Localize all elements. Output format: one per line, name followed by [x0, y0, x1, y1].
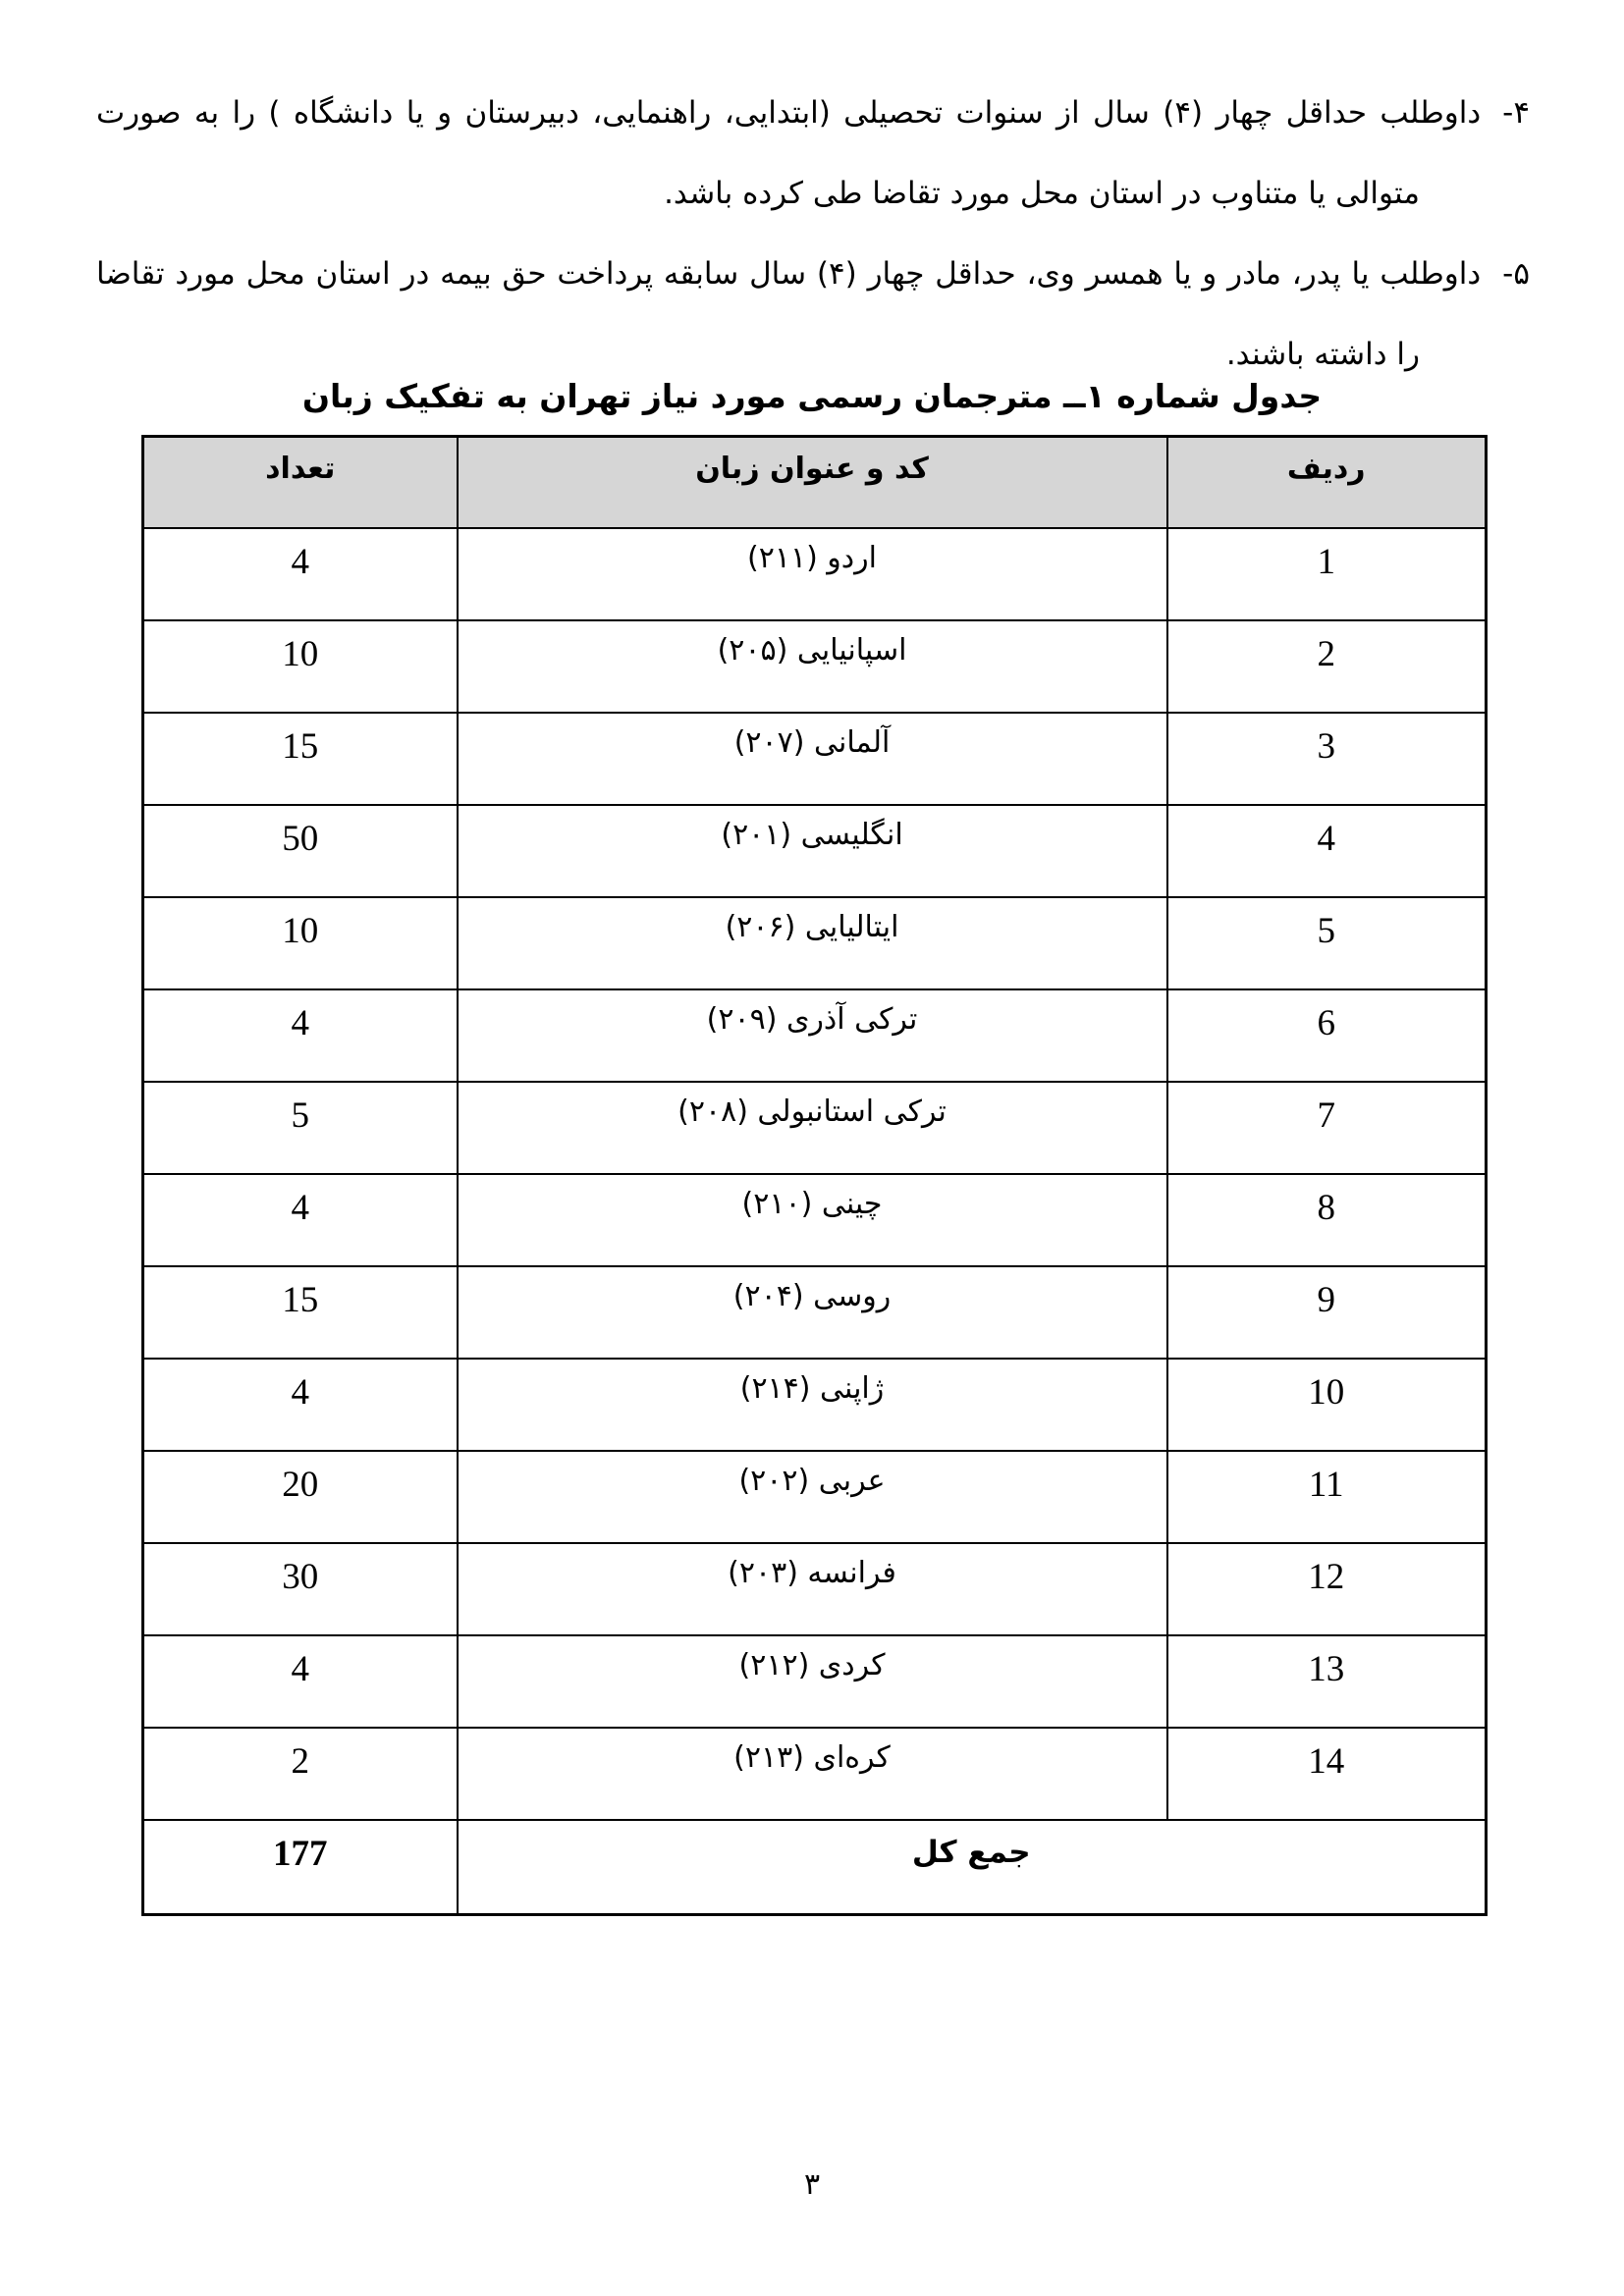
table-row: [143, 1635, 1487, 1728]
table-row: [143, 620, 1487, 713]
list-item-5-text: داوطلب یا پدر، مادر و یا همسر وی، حداقل چهار (۴) سال سابقه پرداخت حق بیمه در استان محل مورد تقاضا را داشته باشند.: [96, 256, 1482, 372]
language-name: کردی (۲۱۲): [458, 1635, 1167, 1728]
language-name: ژاپنی (۲۱۴): [458, 1359, 1167, 1451]
count-value: 4: [143, 528, 458, 620]
row-number: 7: [1167, 1082, 1487, 1174]
language-name: اسپانیایی (۲۰۵): [458, 620, 1167, 713]
count-value: 4: [143, 1174, 458, 1266]
total-count-value: 177: [143, 1820, 458, 1915]
table-row: [143, 1728, 1487, 1820]
table-row: [143, 528, 1487, 620]
table-row: [143, 989, 1487, 1082]
count-value: 2: [143, 1728, 458, 1820]
language-name: فرانسه (۲۰۳): [458, 1543, 1167, 1635]
header-cell-count: تعداد: [143, 437, 458, 529]
table-title: جدول شماره ۱ــ مترجمان رسمی مورد نیاز تهران به تفکیک زبان: [301, 377, 1323, 415]
language-name: ترکی آذری (۲۰۹): [458, 989, 1167, 1082]
list-item-4-text: داوطلب حداقل چهار (۴) سال از سنوات تحصیلی (ابتدایی، راهنمایی، دبیرستان و یا دانشگاه ) را به صورت متوالی یا متناوب در استان محل مورد تقاضا طی کرده باشد.: [96, 95, 1482, 211]
language-name: روسی (۲۰۴): [458, 1266, 1167, 1359]
table-row: [143, 1359, 1487, 1451]
count-value: 20: [143, 1451, 458, 1543]
row-number: 6: [1167, 989, 1487, 1082]
row-number: 11: [1167, 1451, 1487, 1543]
table-row: [143, 897, 1487, 989]
row-number: 3: [1167, 713, 1487, 805]
count-value: 4: [143, 1359, 458, 1451]
language-name: کره‌ای (۲۱۳): [458, 1728, 1167, 1820]
table-row: [143, 805, 1487, 897]
language-name: عربی (۲۰۲): [458, 1451, 1167, 1543]
row-number: 13: [1167, 1635, 1487, 1728]
count-value: 50: [143, 805, 458, 897]
list-item-5-number: ۵-: [1502, 256, 1530, 292]
count-value: 4: [143, 1635, 458, 1728]
language-name: چینی (۲۱۰): [458, 1174, 1167, 1266]
count-value: 15: [143, 1266, 458, 1359]
count-value: 10: [143, 897, 458, 989]
table-row: [143, 1174, 1487, 1266]
list-item-4-number: ۴-: [1502, 95, 1530, 131]
count-value: 4: [143, 989, 458, 1082]
table-header-row: [143, 437, 1487, 529]
row-number: 8: [1167, 1174, 1487, 1266]
row-number: 5: [1167, 897, 1487, 989]
total-label: جمع کل: [458, 1820, 1487, 1915]
count-value: 15: [143, 713, 458, 805]
language-name: آلمانی (۲۰۷): [458, 713, 1167, 805]
row-number: 9: [1167, 1266, 1487, 1359]
language-name: انگلیسی (۲۰۱): [458, 805, 1167, 897]
header-cell-row: ردیف: [1167, 437, 1487, 529]
language-name: ایتالیایی (۲۰۶): [458, 897, 1167, 989]
count-value: 5: [143, 1082, 458, 1174]
page-number: ۳: [803, 2167, 821, 2202]
table-total-row: [143, 1820, 1487, 1915]
table-row: [143, 1451, 1487, 1543]
row-number: 4: [1167, 805, 1487, 897]
table-header: [143, 437, 1487, 529]
row-number: 10: [1167, 1359, 1487, 1451]
row-number: 12: [1167, 1543, 1487, 1635]
row-number: 1: [1167, 528, 1487, 620]
language-name: اردو (۲۱۱): [458, 528, 1167, 620]
table-row: [143, 713, 1487, 805]
table-row: [143, 1082, 1487, 1174]
row-number: 14: [1167, 1728, 1487, 1820]
count-value: 30: [143, 1543, 458, 1635]
requirements-list: [96, 73, 1530, 395]
table-row: [143, 1543, 1487, 1635]
count-value: 10: [143, 620, 458, 713]
header-cell-language: کد و عنوان زبان: [458, 437, 1167, 529]
translators-needed-table: [141, 435, 1488, 1916]
language-name: ترکی استانبولی (۲۰۸): [458, 1082, 1167, 1174]
row-number: 2: [1167, 620, 1487, 713]
table-row: [143, 1266, 1487, 1359]
list-item-5: [96, 234, 1530, 395]
list-item-4: [96, 73, 1530, 234]
